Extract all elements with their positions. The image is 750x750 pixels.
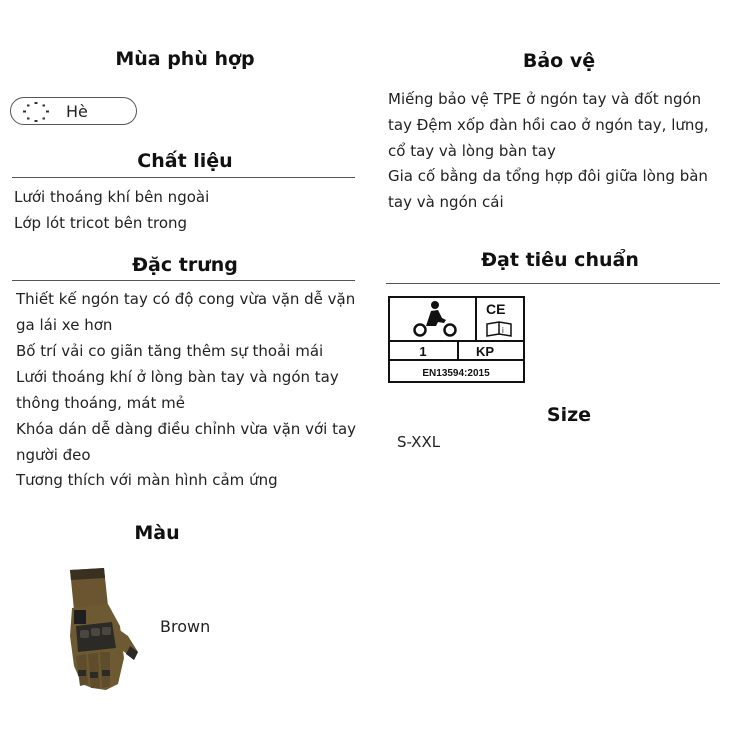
features-line: Tương thích với màn hình cảm ứng xyxy=(16,471,278,489)
features-divider xyxy=(12,280,355,281)
features-line: Khóa dán dễ dàng điều chỉnh vừa vặn với tay xyxy=(16,420,357,438)
features-line: người đeo xyxy=(16,446,91,464)
standard-code: EN13594:2015 xyxy=(422,368,490,379)
sun-icon xyxy=(23,102,49,122)
season-title: Mùa phù hợp xyxy=(115,48,255,70)
protection-title: Bảo vệ xyxy=(522,50,596,72)
certification-label xyxy=(388,296,526,384)
material-divider xyxy=(12,177,355,178)
features-line: thông thoáng, mát mẻ xyxy=(16,394,185,412)
protection-line: tay và ngón cái xyxy=(388,193,504,211)
size-value: S-XXL xyxy=(397,433,441,451)
material-title: Chất liệu xyxy=(137,150,233,172)
protection-line: Miếng bảo vệ TPE ở ngón tay và đốt ngón xyxy=(388,90,702,108)
features-line: Thiết kế ngón tay có độ cong vừa vặn dễ vặn xyxy=(16,290,356,308)
protection-line: Gia cố bằng da tổng hợp đôi giữa lòng bàn xyxy=(388,167,708,185)
svg-text:i: i xyxy=(502,326,504,335)
season-pill xyxy=(10,97,137,125)
features-line: Lưới thoáng khí ở lòng bàn tay và ngón tay xyxy=(16,368,339,386)
standard-divider xyxy=(386,283,720,284)
size-title: Size xyxy=(546,404,592,426)
standard-title: Đạt tiêu chuẩn xyxy=(481,249,639,271)
color-title: Màu xyxy=(134,522,180,544)
features-title: Đặc trưng xyxy=(132,254,238,276)
protection-line: tay Đệm xốp đàn hồi cao ở ngón tay, lưng, xyxy=(388,116,709,134)
features-line: ga lái xe hơn xyxy=(16,316,113,334)
protection-level: 1 xyxy=(419,344,427,359)
season-value: Hè xyxy=(66,102,88,121)
color-value: Brown xyxy=(160,617,211,636)
kp-mark: KP xyxy=(475,344,495,359)
ce-mark: CE xyxy=(486,301,506,317)
material-line: Lớp lót tricot bên trong xyxy=(14,214,188,232)
features-line: Bố trí vải co giãn tăng thêm sự thoải mái xyxy=(16,342,324,360)
material-line: Lưới thoáng khí bên ngoài xyxy=(14,188,210,206)
glove-image xyxy=(62,566,144,694)
protection-line: cổ tay và lòng bàn tay xyxy=(388,142,556,160)
